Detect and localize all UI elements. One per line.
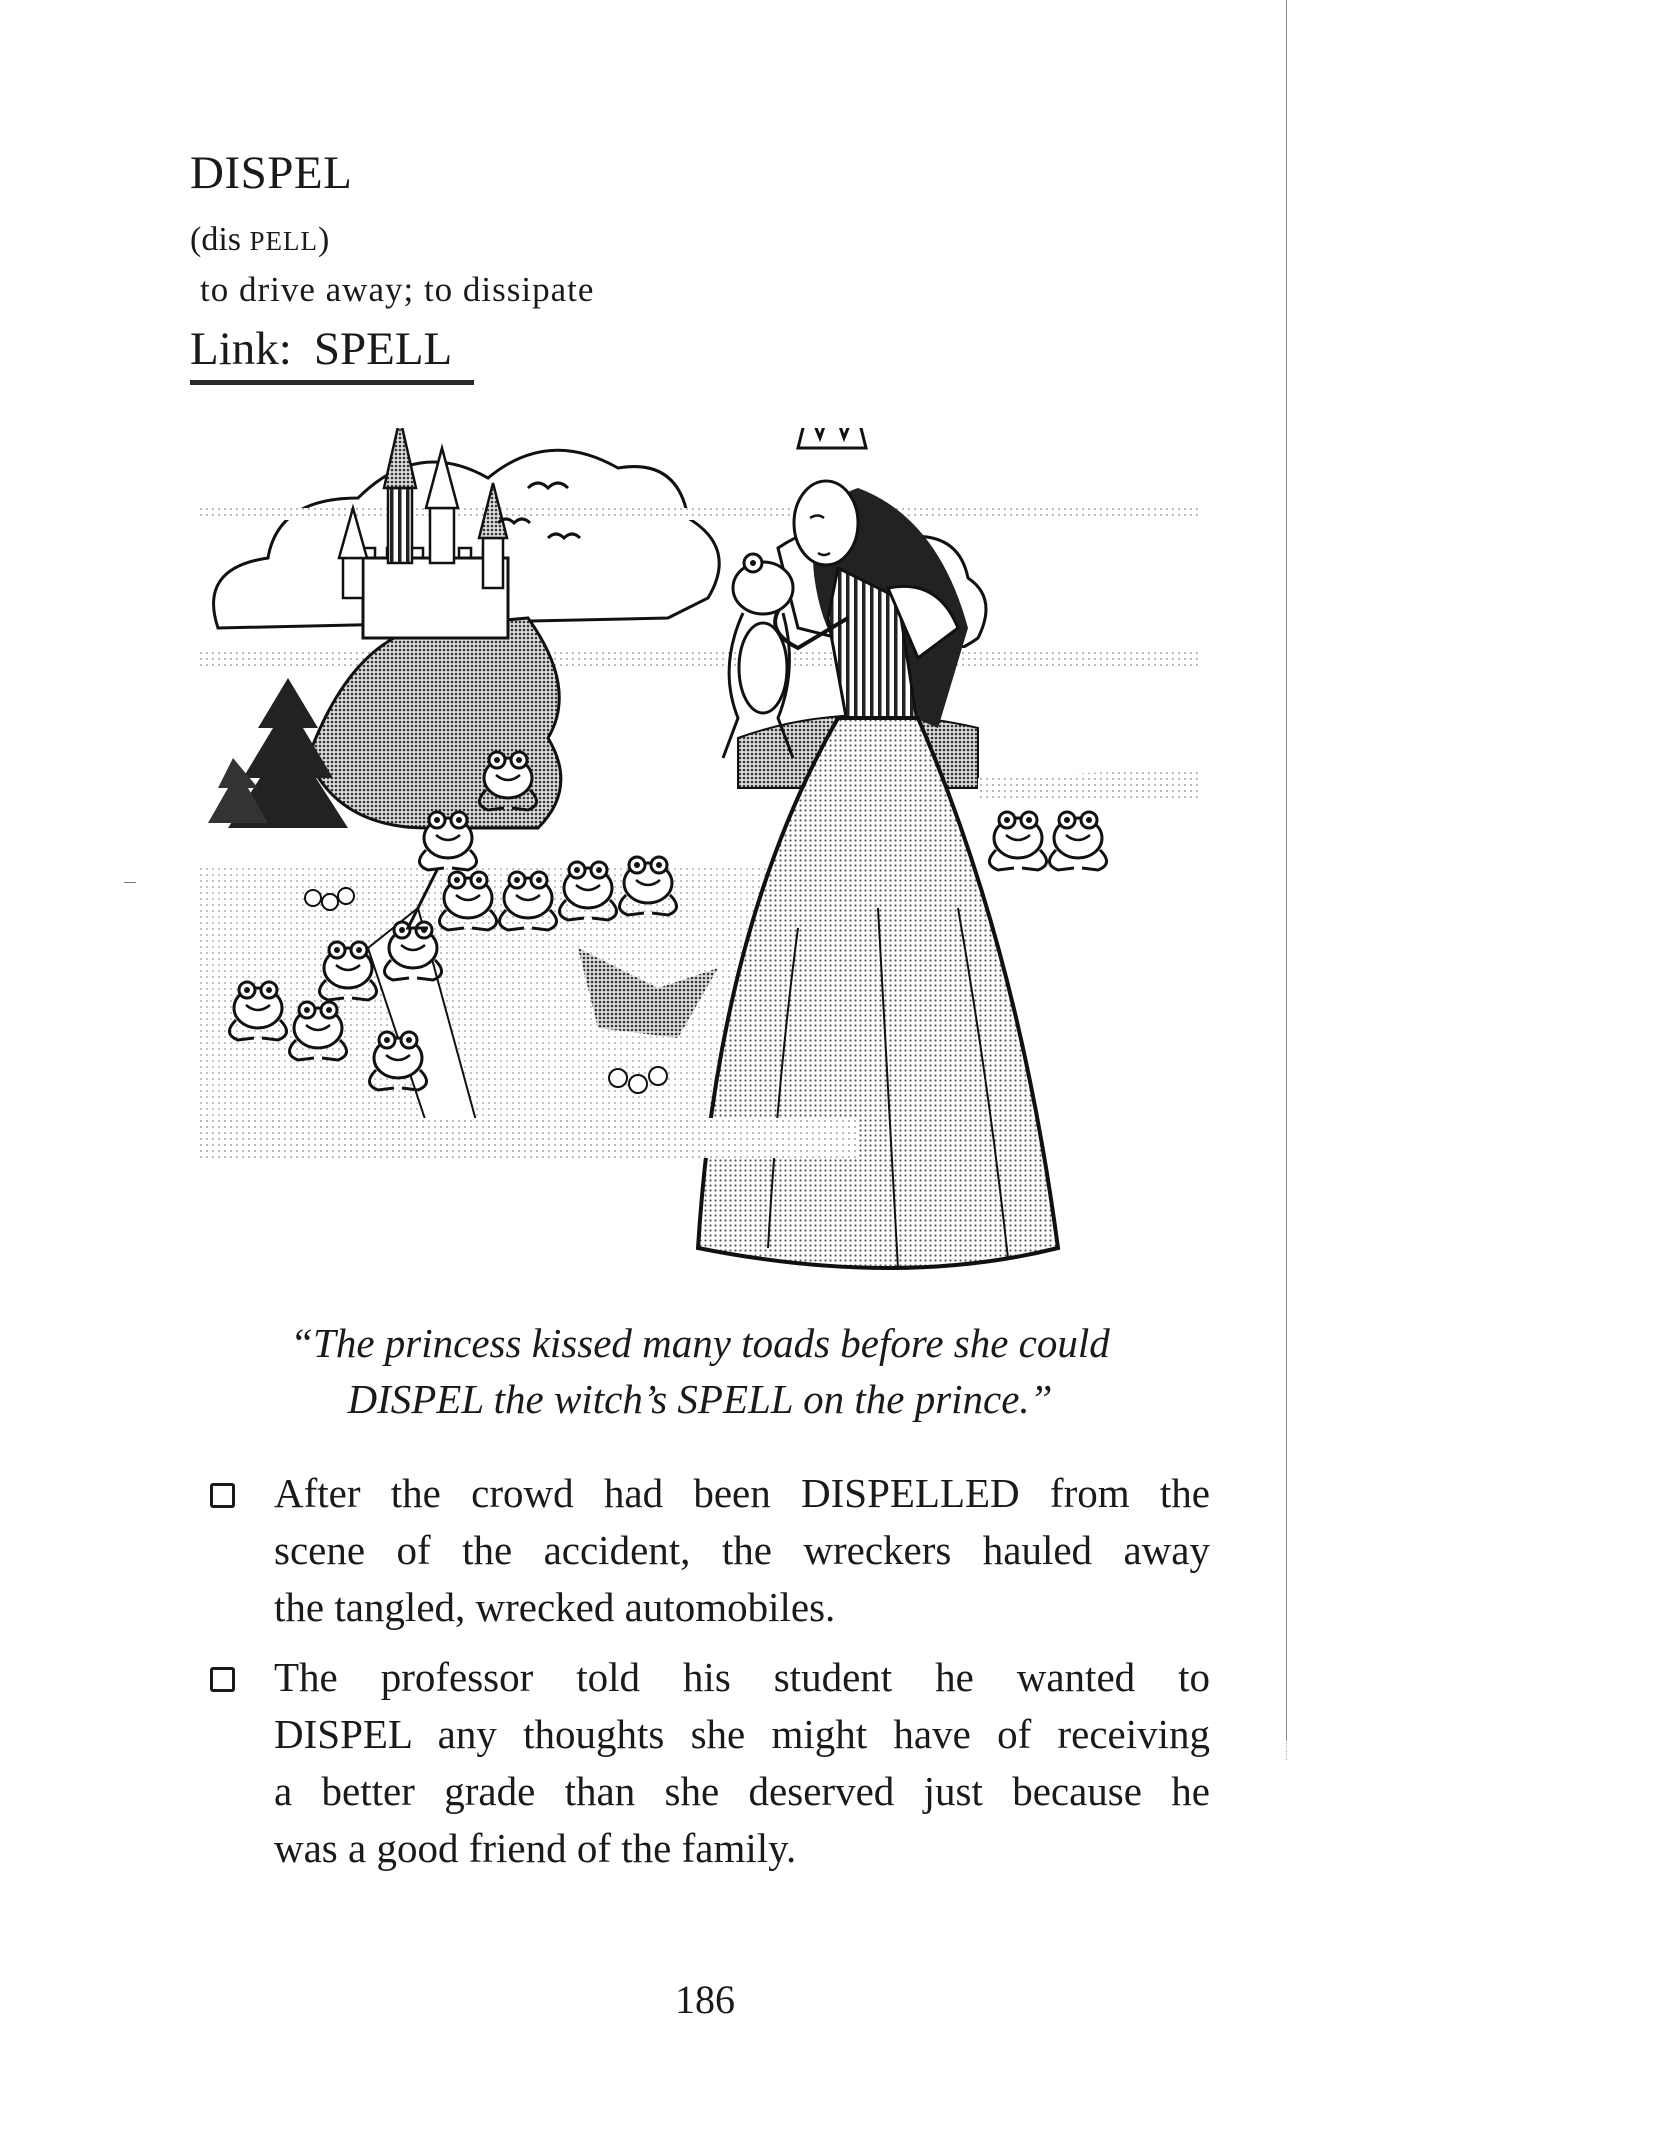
entry-pronunciation xyxy=(190,223,329,257)
pronunciation-close: ) xyxy=(318,221,330,258)
illustration-caption xyxy=(200,1315,1200,1427)
margin-mark xyxy=(124,882,136,883)
sentence-line: scene of the accident, the wreckers hauled away xyxy=(274,1527,1210,1573)
sentence-line: a better grade than she deserved just because he xyxy=(274,1768,1210,1814)
ground-shading xyxy=(198,1118,858,1158)
caption-line: “The princess kissed many toads before she could xyxy=(290,1320,1110,1366)
princess-toad-illustration xyxy=(198,428,1198,1298)
pronunciation-stress: PELL xyxy=(249,226,318,256)
far-field xyxy=(978,768,1198,798)
example-sentence xyxy=(210,1649,1210,1877)
entry-definition: to drive away; to dissipate xyxy=(200,270,595,309)
binding-edge-line xyxy=(1286,0,1287,1740)
example-sentence xyxy=(210,1465,1210,1636)
checkbox-icon[interactable] xyxy=(210,1667,235,1692)
sentence-line: The professor told his student he wanted to xyxy=(274,1654,1210,1700)
sentence-line: DISPEL any thoughts she might have of receiving xyxy=(274,1711,1210,1757)
checkbox-icon[interactable] xyxy=(210,1483,235,1508)
entry-link xyxy=(190,323,453,375)
horizon-dots xyxy=(198,648,1198,670)
page-number: 186 xyxy=(675,1977,735,2022)
link-word: SPELL xyxy=(313,323,453,375)
caption-line: DISPEL the witch’s SPELL on the prince.” xyxy=(347,1376,1053,1422)
link-underline xyxy=(190,380,474,385)
binding-edge-line-end xyxy=(1286,1740,1287,1760)
link-label: Link: xyxy=(190,323,292,375)
entry-word: DISPEL xyxy=(190,147,353,199)
sentence-line: the tangled, wrecked automobiles. xyxy=(274,1584,836,1630)
sentence-line: After the crowd had been DISPELLED from the xyxy=(274,1470,1210,1516)
sentence-line: was a good friend of the family. xyxy=(274,1825,797,1871)
pronunciation-open: (dis xyxy=(190,221,250,258)
